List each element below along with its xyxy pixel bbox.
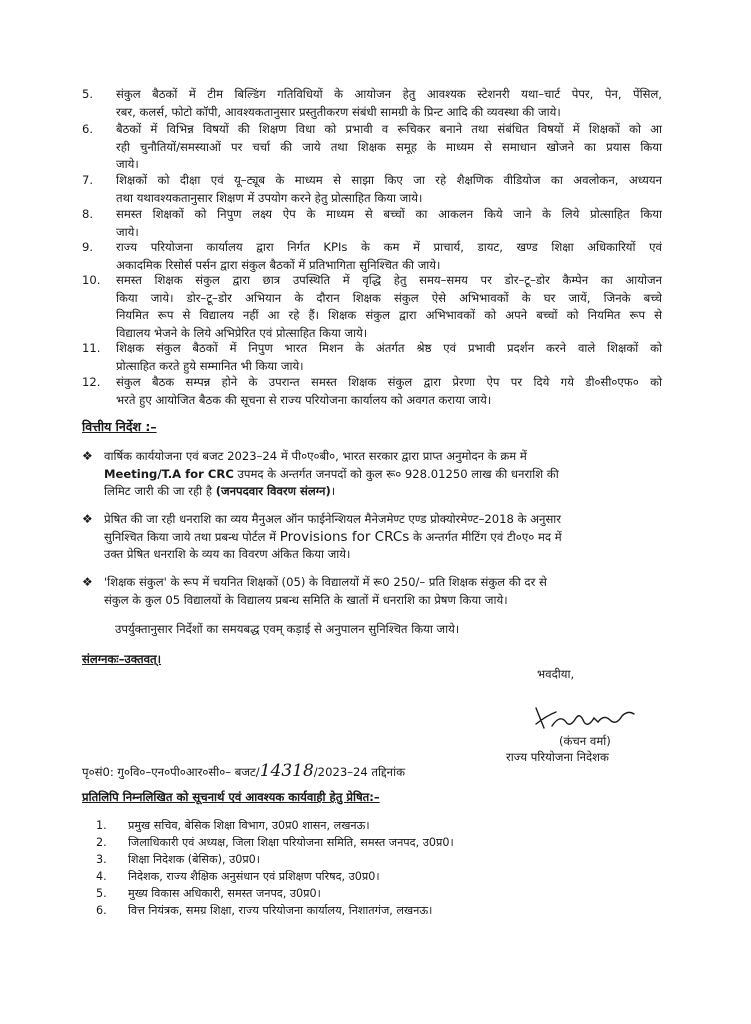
bullet-line: संकुल के कुल 05 विद्यालयों के विद्यालय प्रबन्ध समिति के खातों में धनराशि का प्रेषण किया जाये। [104, 592, 508, 607]
signer-designation: राज्य परियोजना निदेशक [506, 750, 609, 764]
bullet-line-post: के अन्तर्गत मीटिंग एवं टी०ए० मद में [409, 529, 562, 544]
meeting-ta-crc-label: Meeting/T.A for CRC [104, 466, 234, 481]
point-line: संकुल बैठक सम्पन्न होने के उपरान्त समस्त शिक्षक संकुल द्वारा प्रेरणा ऐप पर दिये गये डी०सी०एफ० को [116, 375, 662, 389]
point-line: बैठकों में विभिन्न विषयों की शिक्षण विधा को प्रभावी व रूचिकर बनाने तथा संबंधित विषयों में शिक्षकों को आ [116, 122, 662, 136]
copy-item-number: 6. [96, 904, 107, 917]
financial-heading: वित्तीय निर्देश :– [82, 419, 157, 434]
reference-suffix: /2023–24 तद्दिनांक [313, 765, 405, 779]
copy-item-text: जिलाधिकारी एवं अध्यक्ष, जिला शिक्षा परियोजना समिति, समस्त जनपद, उ0प्र0। [128, 836, 454, 849]
bullet-line: प्रेषित की जा रही धनराशि का व्यय मैनुअल ऑन फाईनेन्शियल मैनेजमेण्ट एण्ड प्रोक्योरमेण्ट–2018 के अनुसार [104, 512, 562, 526]
point-line: अकादमिक रिसोर्स पर्सन द्वारा संकुल बैठकों में प्रतिभागिता सुनिश्चित की जाये। [116, 257, 441, 272]
provisions-crc-label: Provisions for CRCs [279, 528, 410, 545]
bullet-line: उक्त प्रेषित धनराशि के व्यय का विवरण अंकित किया जाये। [104, 547, 351, 561]
point-number: 7. [82, 173, 94, 187]
point-number: 8. [82, 207, 94, 221]
diamond-bullet-icon: ❖ [82, 575, 93, 589]
point-line: शिक्षकों को दीक्षा एवं यू–ट्यूब के माध्यम से साझा किए जा रहे शैक्षणिक वीडियोज का अवलोकन, अध्ययन [116, 173, 662, 187]
copy-item-text: निदेशक, राज्य शैक्षिक अनुसंधान एवं प्रशिक्षण परिषद, उ0प्र0। [128, 870, 380, 883]
signature-scribble [530, 700, 640, 736]
copy-item-number: 5. [96, 887, 107, 900]
reference-line [82, 763, 405, 781]
point-number: 9. [82, 240, 94, 254]
copy-item [96, 817, 370, 834]
point-line: नियमित रूप से विद्यालय नहीं आ रहे हैं। शिक्षक संकुल द्वारा अभिभावकों को अपने बच्चों को नियमित रूप से [116, 308, 662, 322]
copy-item [96, 902, 432, 919]
bullet-line: वार्षिक कार्ययोजना एवं बजट 2023–24 में पी०ए०बी०, भारत सरकार द्वारा प्राप्त अनुमोदन के क्रम में [104, 449, 527, 463]
copy-item [96, 885, 321, 902]
point-line: किया जाये। डोर–टू–डोर अभियान के दौरान शिक्षक संकुल ऐसे अभिभावकों के घर जायें, जिनके बच्चे [116, 290, 662, 305]
point-line: प्रोत्साहित करते हुये सम्मानित भी किया जाये। [116, 358, 304, 373]
diamond-bullet-icon: ❖ [82, 512, 93, 526]
point-line: समस्त शिक्षकों को निपुण लक्ष्य ऐप के माध्यम से बच्चों का आकलन किये जाने के लिये प्रोत्साहित किया [116, 207, 662, 221]
copy-item-text: शिक्षा निदेशक (बेसिक), उ0प्र0। [128, 853, 261, 866]
bullet-line: 'शिक्षक संकुल' के रूप में चयनित शिक्षकों (05) के विद्यालयों में रू0 250/– प्रति शिक्षक संकुल की दर से [104, 575, 547, 589]
point-number: 11. [82, 341, 101, 355]
bullet-line-rest: उपमद के अन्तर्गत जनपदों को कुल रू० 928.01250 लाख की धनराशि की [233, 466, 559, 481]
enclosure-label: संलग्नकः–उक्तवत्। [82, 652, 162, 666]
copy-heading: प्रतिलिपि निम्नलिखित को सूचनार्थ एवं आवश्यक कार्यवाही हेतु प्रेषित:– [82, 790, 380, 804]
point-line: रबर, कलर्स, फोटो कॉपी, आवश्यकतानुसार प्रस्तुतीकरण संबंधी सामग्री के प्रिन्ट आदि की व्यवस्था की जाये। [116, 104, 561, 119]
copy-item-text: प्रमुख सचिव, बेसिक शिक्षा विभाग, उ0प्र0 शासन, लखनऊ। [128, 819, 370, 832]
reference-prefix: पृ०सं0: गु०वि०–एन०पी०आर०सी०– बजट/ [82, 765, 260, 779]
point-line: जाये। [116, 157, 139, 171]
copy-item-number: 2. [96, 836, 107, 849]
copy-item-number: 3. [96, 853, 107, 866]
district-detail-note: (जनपदवार विवरण संलग्न) [215, 484, 331, 498]
bullet-line-end: । [330, 484, 336, 498]
point-line: समस्त शिक्षक संकुल द्वारा छात्र उपस्थिति में वृद्धि हेतु समय–समय पर डोर–टू–डोर कैम्पेन का आयोजन [116, 273, 662, 287]
signer-name: (कंचन वर्मा) [559, 734, 611, 748]
point-number: 5. [82, 87, 94, 101]
copy-item-text: वित्त नियंत्रक, समग्र शिक्षा, राज्य परियोजना कार्यालय, निशातगंज, लखनऊ। [128, 904, 433, 917]
reference-number: 14318 [259, 761, 314, 781]
copy-item [96, 851, 260, 868]
point-line: संकुल बैठकों में टीम बिल्डिंग गतिविधियों के आयोजन हेतु आवश्यक स्टेशनरी यथा–चार्ट पेपर, पेन, पेंसिल, [116, 87, 662, 101]
closing-salutation: भवदीया, [537, 667, 575, 681]
compliance-note: उपर्युक्तानुसार निर्देशों का समयबद्ध एवम् कड़ाई से अनुपालन सुनिश्चित किया जाये। [115, 622, 460, 636]
point-line: तथा यथावश्यकतानुसार शिक्षण में उपयोग करने हेतु प्रोत्साहित किया जाये। [116, 190, 423, 205]
copy-item [96, 834, 454, 851]
point-number: 12. [82, 375, 101, 389]
point-line: राज्य परियोजना कार्यालय द्वारा निर्गत KPIs के कम में प्राचार्य, डायट, खण्ड शिक्षा अधिकारियों एवं [116, 240, 662, 254]
point-line: भरते हुए आयोजित बैठक की सूचना से राज्य परियोजना कार्यालय को अवगत कराया जाये। [116, 392, 492, 407]
copy-item-number: 4. [96, 870, 107, 883]
point-line: विद्यालय भेजने के लिये अभिप्रेरित एवं प्रोत्साहित किया जाये। [116, 325, 368, 340]
copy-item [96, 868, 380, 885]
copy-item-text: मुख्य विकास अधिकारी, समस्त जनपद, उ0प्र0। [128, 887, 321, 900]
diamond-bullet-icon: ❖ [82, 449, 93, 463]
bullet-line-pre: सुनिश्चित किया जाये तथा प्रबन्ध पोर्टल में [104, 529, 280, 544]
point-number: 6. [82, 122, 94, 136]
point-line: शिक्षक संकुल बैठकों में निपुण भारत मिशन के अंतर्गत श्रेष्ठ एवं प्रभावी प्रदर्शन करने वाले शिक्षकों को [116, 341, 662, 355]
point-number: 10. [82, 273, 101, 287]
point-line: जाये। [116, 224, 139, 239]
bullet-line: लिमिट जारी की जा रही है [104, 484, 216, 498]
copy-item-number: 1. [96, 819, 107, 832]
point-line: रही चुनौतियों/समस्याओं पर चर्चा की जाये तथा शिक्षक समूह के माध्यम से समाधान खोजने का प्रयास किया [116, 139, 662, 154]
